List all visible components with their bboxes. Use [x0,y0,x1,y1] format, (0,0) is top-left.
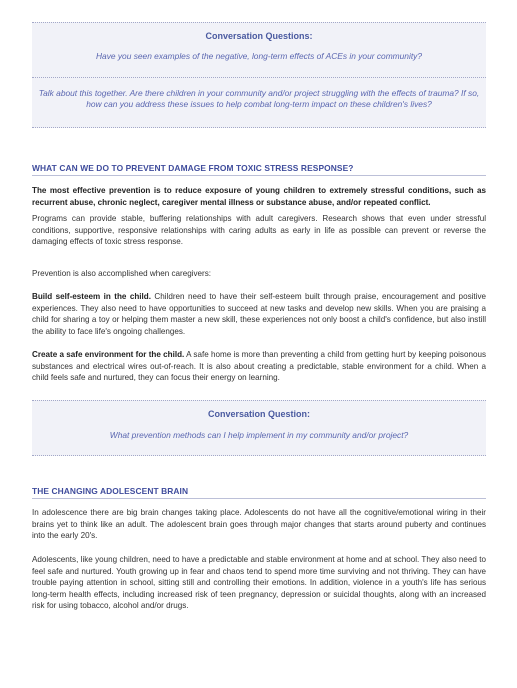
section-heading: THE CHANGING ADOLESCENT BRAIN [32,486,486,499]
conversation-questions-box [32,22,486,128]
question-text: What prevention methods can I help implement in my community and/or project? [109,430,409,440]
paragraph-lead: Build self-esteem in the child. [32,292,151,301]
lead-paragraph: The most effective prevention is to reduce exposure of young children to extremely stressful conditions, such as recurrent abuse, chronic neglect, caregiver mental illness or substance abuse, and/or repeated conflict. [32,186,486,207]
paragraph [32,349,486,384]
section-heading: WHAT CAN WE DO TO PREVENT DAMAGE FROM TOXIC STRESS RESPONSE? [32,163,486,176]
question-text: Have you seen examples of the negative, long-term effects of ACEs in your community? [95,51,422,61]
paragraph: In adolescence there are big brain changes taking place. Adolescents do not have all the cognitive/emotional wiring in their brains yet to think like an adult. The adolescent brain goes through major changes that starts around puberty and continues into the early 20's. [32,508,486,541]
paragraph: Prevention is also accomplished when caregivers: [32,269,212,278]
question-text: Talk about this together. Are there children in your community and/or project struggling with the effects of trauma? If so, how can you address these issues to help combat long-term impact on these children's lives? [38,88,480,109]
paragraph: Adolescents, like young children, need to have a predictable and stable environment at home and at school. They also need to feel safe and nurtured. Youth growing up in fear and chaos tend to spend more time surviving and not thriving. They can have trouble paying attention in school, sitting still and controlling their emotions. In addition, violence in a youth's life has serious long-term health effects, including increased risk of teen pregnancy, depression or suicidal thoughts, along with an increased risk for using tobacco, alcohol and/or drugs. [32,555,486,611]
conversation-question-box [32,400,486,456]
paragraph: Programs can provide stable, buffering relationships with adult caregivers. Research shows that even under stressful conditions, supportive, responsive relationships with caring adults as early in life as possible can prevent or reverse the damaging effects of toxic stress response. [32,214,486,247]
box-title: Conversation Question: [207,409,310,419]
paragraph-text: A safe home is more than preventing a child from getting hurt by keeping poisonous substances and electrical wires out-of-reach. It is also about creating a predictable, stable environment for a child. When a child feels safe and nurtured, they can focus their energy on learning. [32,350,487,383]
box-title: Conversation Questions: [205,31,313,41]
paragraph-text: Children need to have their self-esteem built through praise, encouragement and positive experiences. They also need to have opportunities to succeed at new tasks and develop new skills. When you are praising a child for sharing a toy or helping them master a new skill, these experiences not only boost a child's confidence, but also instill the ability to face life's ongoing challenges. [32,292,487,336]
paragraph [32,291,486,337]
paragraph-lead: Create a safe environment for the child. [32,350,185,359]
box-divider [32,77,486,78]
